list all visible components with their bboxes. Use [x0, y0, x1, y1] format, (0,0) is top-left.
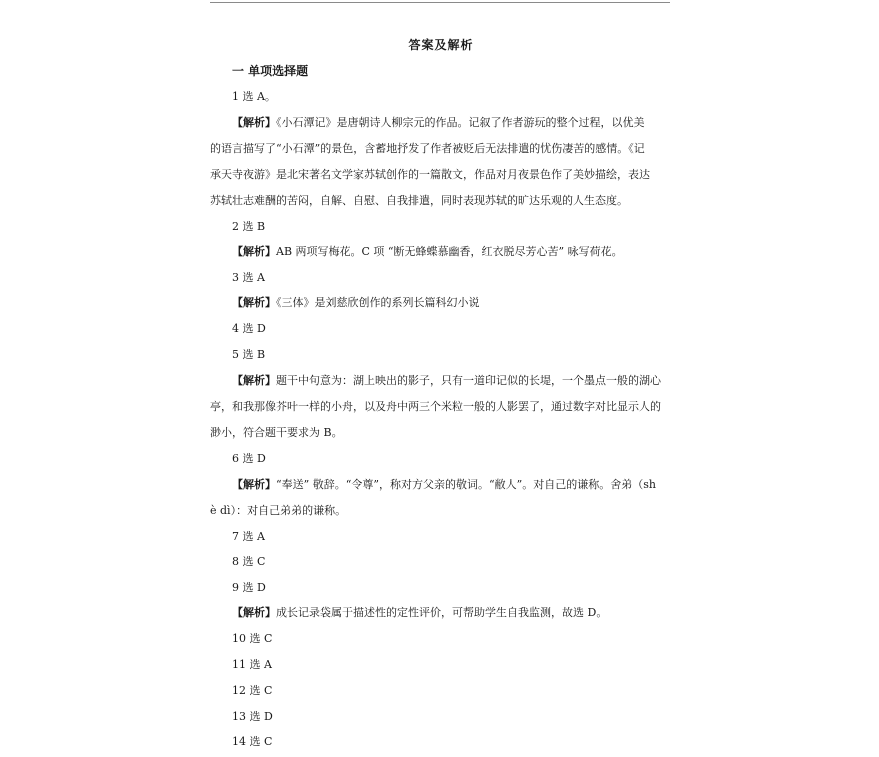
explanation-continuation: 承天寺夜游》是北宋著名文学家苏轼创作的一篇散文，作品对月夜景色作了美妙描绘，表达 — [210, 168, 650, 181]
explanation-continuation: 渺小，符合题干要求为 B。 — [210, 426, 343, 439]
explanation-line — [232, 243, 623, 259]
answer-line: 10 选 C — [232, 632, 273, 645]
explanation-continuation: 亭，和我那像芥叶一样的小舟，以及舟中两三个米粒一般的人影罢了，通过数字对比显示人的 — [210, 400, 661, 413]
explanation-tag: 【解析】 — [232, 245, 276, 258]
explanation-tag: 【解析】 — [232, 478, 276, 491]
explanation-text: 《三体》是刘慈欣创作的系列长篇科幻小说 — [276, 296, 480, 309]
explanation-line — [232, 294, 480, 310]
explanation-tag: 【解析】 — [232, 606, 276, 619]
answer-line: 3 选 A — [232, 271, 265, 284]
answer-line: 2 选 B — [232, 220, 266, 233]
section-heading: 一 单项选择题 — [232, 64, 309, 78]
explanation-line — [232, 476, 656, 492]
answer-line: 4 选 D — [232, 322, 266, 335]
explanation-text: 题干中句意为：湖上映出的影子，只有一道印记似的长堤，一个墨点一般的湖心 — [276, 374, 661, 387]
explanation-text: “奉送” 敬辞。“令尊”，称对方父亲的敬词。“敝人”。对自己的谦称。舍弟（sh — [276, 478, 656, 491]
explanation-tag: 【解析】 — [232, 116, 276, 129]
explanation-tag: 【解析】 — [232, 374, 276, 387]
explanation-line — [232, 604, 607, 620]
explanation-continuation: è dì）：对自己弟弟的谦称。 — [210, 504, 347, 517]
explanation-text: AB 两项写梅花。C 项 “断无蜂蝶慕幽香，红衣脱尽芳心苦” 咏写荷花。 — [276, 245, 623, 258]
answer-line: 6 选 D — [232, 452, 266, 465]
explanation-continuation: 苏轼壮志难酬的苦闷，自解、自慰、自我排遣，同时表现苏轼的旷达乐观的人生态度。 — [210, 194, 628, 207]
explanation-line — [232, 114, 645, 130]
answer-page — [210, 0, 672, 757]
answer-line: 12 选 C — [232, 684, 273, 697]
answer-line: 1 选 A。 — [232, 90, 276, 103]
answer-line: 8 选 C — [232, 555, 266, 568]
answer-line: 7 选 A — [232, 530, 265, 543]
answer-line: 5 选 B — [232, 348, 266, 361]
explanation-continuation: 的语言描写了“小石潭”的景色，含蓄地抒发了作者被贬后无法排遣的忧伤凄苦的感情。《记 — [210, 142, 645, 155]
explanation-tag: 【解析】 — [232, 296, 276, 309]
answer-line: 14 选 C — [232, 735, 273, 748]
explanation-text: 《小石潭记》是唐朝诗人柳宗元的作品。记叙了作者游玩的整个过程，以优美 — [276, 116, 645, 129]
explanation-line — [232, 372, 661, 388]
answer-line: 11 选 A — [232, 658, 272, 671]
explanation-text: 成长记录袋属于描述性的定性评价，可帮助学生自我监测，故选 D。 — [276, 606, 608, 619]
page-title: 答案及解析 — [408, 38, 474, 52]
answer-line: 13 选 D — [232, 710, 273, 723]
answer-line: 9 选 D — [232, 581, 266, 594]
